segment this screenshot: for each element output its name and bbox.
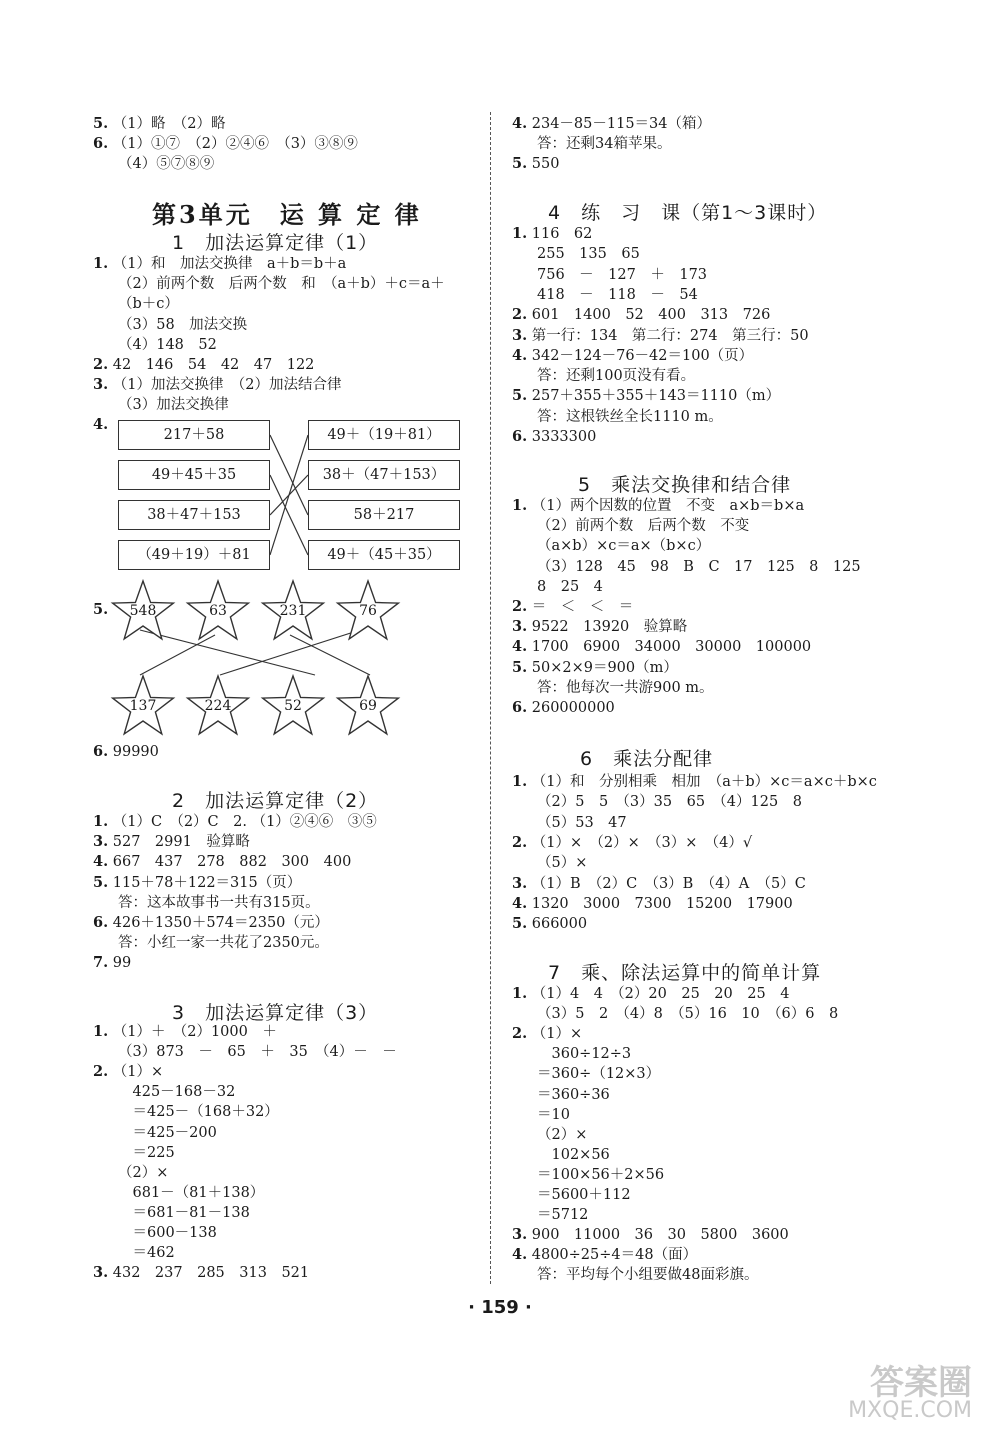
answer-line (118, 1203, 250, 1223)
answer-line (118, 1243, 175, 1263)
question-number: 6. (93, 135, 109, 152)
answer-line (512, 326, 809, 346)
question-number: 3. (93, 833, 109, 851)
answer-text: ＝425－200 (118, 1124, 217, 1141)
question-number: 7. (93, 954, 109, 972)
answer-line (93, 812, 377, 832)
answer-text: （3）873 － 65 ＋ 35 （4）－ － (118, 1044, 397, 1061)
question-number: 4. (512, 115, 528, 132)
section-title: 4 练 习 课（第1～3课时） (548, 202, 828, 224)
question-number: 2. (512, 833, 528, 851)
match-line (270, 475, 308, 555)
answer-text: ＝5712 (537, 1207, 589, 1224)
answer-text: （3）128 45 98 B C 17 125 8 125 (537, 558, 861, 575)
answer-line (93, 1263, 309, 1283)
answer-text: 第一行：134 第二行：274 第三行：50 (531, 327, 809, 344)
question-number: 2. (93, 356, 109, 373)
star-number: 63 (209, 603, 227, 619)
right-box: 58＋217 (308, 500, 460, 530)
question-number: 1. (512, 773, 528, 790)
section-title: 7 乘、除法运算中的简单计算 (548, 962, 822, 984)
answer-text: 8 25 4 (537, 578, 603, 595)
section-title: 6 乘法分配律 (580, 748, 714, 770)
answer-line (537, 407, 723, 427)
answer-text: （1）B （2）C （3）B （4）A （5）C (531, 875, 806, 892)
answer-text: （1）和 加法交换律 a＋b＝b＋a (112, 256, 347, 272)
answer-text: 答：这根铁丝全长1110 m。 (537, 408, 723, 425)
question-number: 3. (93, 376, 109, 394)
answer-text: 666000 (531, 916, 588, 933)
question-number: 4. (512, 346, 528, 364)
question-number: 6. (512, 428, 528, 445)
answer-line (537, 557, 861, 577)
answer-text: （2）前两个数 后两个数 和 （a＋b）＋c＝a＋ (118, 276, 445, 293)
answer-text: 527 2991 验算略 (112, 834, 250, 851)
match-line (270, 435, 308, 555)
answer-line (118, 1123, 217, 1143)
star (260, 577, 326, 643)
answer-line (537, 1265, 758, 1285)
q5-label: 5. (93, 601, 109, 618)
question-number: 2. (512, 306, 528, 324)
answer-line (537, 366, 695, 386)
question-number: 1. (93, 813, 109, 830)
answer-text: （1）两个因数的位置 不变 a×b＝b×a (531, 498, 805, 514)
answer-text: 1700 6900 34000 30000 100000 (531, 639, 812, 656)
answer-text: 42 146 54 42 47 122 (112, 357, 315, 373)
star (185, 577, 251, 643)
answer-line (512, 772, 877, 792)
answer-text: 99990 (112, 744, 159, 760)
answer-line (93, 1022, 277, 1042)
answer-text: 360÷12÷3 (537, 1046, 632, 1063)
left-box: 38＋47＋153 (118, 500, 270, 530)
answer-line (537, 1004, 838, 1024)
star-number: 137 (129, 698, 157, 714)
section-title: 1 加法运算定律（1） (172, 232, 379, 254)
star (335, 577, 401, 643)
answer-text: 答：还剩34箱苹果。 (537, 136, 672, 152)
answer-text: 102×56 (537, 1146, 610, 1163)
question-number: 1. (93, 1023, 109, 1040)
answer-line (537, 678, 714, 698)
answer-line (512, 874, 806, 894)
answer-text: （3）5 2 （4）8 （5）16 10 （6）6 8 (537, 1006, 839, 1023)
answer-text: 答：小红一家一共花了2350元。 (118, 935, 329, 952)
answer-text: （1）× (531, 1026, 583, 1043)
answer-line (93, 852, 351, 872)
answer-text: （1）× （2）× （3）× （4）√ (531, 834, 753, 851)
answer-text: （1）C （2）C 2. （1）②④⑥ ③⑤ (112, 814, 377, 830)
answer-text: 342－124－76－42＝100（页） (531, 347, 754, 364)
answer-text: 115＋78＋122＝315（页） (112, 874, 302, 891)
answer-text: ＝100×56＋2×56 (537, 1166, 665, 1183)
answer-text: 550 (531, 156, 560, 172)
answer-line (537, 265, 707, 285)
answer-line (93, 134, 358, 154)
answer-line (512, 154, 559, 174)
unit-title: 第3单元 运 算 定 律 (152, 200, 422, 229)
answer-text: 1320 3000 7300 15200 17900 (531, 895, 793, 912)
answer-line (118, 335, 217, 355)
answer-line (512, 894, 793, 914)
question-number: 1. (93, 255, 109, 272)
answer-line (118, 1163, 168, 1183)
answer-text: 99 (112, 955, 132, 972)
answer-line (118, 1042, 397, 1062)
answer-line (537, 1165, 664, 1185)
answer-line (93, 832, 250, 852)
answer-text: 756 － 127 ＋ 173 (537, 266, 708, 283)
answer-line (512, 597, 633, 617)
answer-text: （4）148 52 (118, 336, 217, 353)
left-box: （49＋19）＋81 (118, 540, 270, 570)
answer-text: 9522 13920 验算略 (531, 619, 688, 636)
answer-text: 418 － 118 － 54 (537, 286, 698, 303)
question-number: 4. (512, 1246, 528, 1264)
answer-text: 234－85－115＝34（箱） (531, 116, 712, 132)
answer-line (512, 427, 596, 447)
answer-line (537, 244, 640, 264)
answer-line (118, 1143, 175, 1163)
answer-line (512, 914, 587, 934)
answer-text: 255 135 65 (537, 246, 640, 263)
answer-line (537, 813, 627, 833)
answer-line (537, 134, 671, 154)
star-number: 231 (279, 603, 307, 619)
question-number: 1. (512, 497, 528, 514)
section-title: 2 加法运算定律（2） (172, 790, 379, 812)
answer-text: （1）× (112, 1064, 164, 1081)
answer-line (118, 274, 445, 294)
answer-line (93, 873, 301, 893)
star-number: 548 (129, 603, 157, 619)
answer-text: ＝225 (118, 1144, 175, 1161)
answer-text: （5）53 47 (537, 814, 627, 831)
answer-text: 900 11000 36 30 5800 3600 (531, 1227, 789, 1244)
answer-line (118, 1223, 217, 1243)
answer-text: （b＋c） (118, 296, 179, 313)
answer-line (93, 254, 346, 274)
section-title: 3 加法运算定律（3） (172, 1002, 379, 1024)
answer-line (537, 1105, 570, 1125)
question-number: 5. (93, 873, 109, 891)
answer-line (512, 617, 687, 637)
star (110, 672, 176, 738)
question-number: 3. (512, 618, 528, 636)
star (335, 672, 401, 738)
answer-line (537, 1044, 631, 1064)
answer-line (512, 496, 804, 516)
answer-line (512, 114, 711, 134)
answer-text: 答：还剩100页没有看。 (537, 368, 696, 385)
match-line (270, 435, 308, 515)
answer-text: 4800÷25÷4＝48（面） (531, 1247, 698, 1264)
answer-text: （1）＋ （2）1000 ＋ (112, 1024, 277, 1040)
star (110, 577, 176, 643)
answer-text: 116 62 (531, 226, 593, 242)
star (260, 672, 326, 738)
question-number: 3. (512, 1226, 528, 1244)
answer-line (118, 395, 229, 415)
star-number: 52 (284, 698, 302, 714)
answer-text: （2）前两个数 后两个数 不变 (537, 518, 750, 535)
question-number: 2. (512, 1025, 528, 1043)
answer-text: （1）和 分别相乘 相加 （a＋b）×c＝a×c＋b×c (531, 774, 877, 790)
answer-line (512, 637, 811, 657)
answer-text: 257＋355＋355＋143＝1110（m） (531, 388, 781, 405)
answer-text: 432 237 285 313 521 (112, 1265, 310, 1282)
answer-line (118, 1183, 264, 1203)
answer-text: （5）× (537, 855, 588, 872)
left-box: 49＋45＋35 (118, 460, 270, 490)
answer-text: ＝360÷（12×3） (537, 1066, 661, 1083)
answer-line (537, 1125, 587, 1145)
answer-text: （3）58 加法交换 (118, 316, 248, 333)
question-number: 3. (93, 1264, 109, 1282)
answer-text: （2）× (118, 1164, 169, 1181)
question-number: 6. (93, 914, 109, 931)
left-box: 217＋58 (118, 420, 270, 450)
answer-text: （1）4 4 （2）20 25 20 25 4 (531, 986, 790, 1002)
answer-line (537, 853, 587, 873)
question-number: 4. (93, 853, 109, 871)
answer-line (537, 1145, 610, 1165)
watermark-logo: 答案圈 (870, 1363, 972, 1403)
answer-line (537, 1205, 588, 1225)
column-divider (490, 112, 491, 1284)
answer-line (512, 698, 615, 718)
star (185, 672, 251, 738)
answer-line (512, 386, 780, 406)
answer-text: ＝462 (118, 1245, 175, 1262)
answer-line (512, 1225, 789, 1245)
answer-text: 3333300 (531, 429, 597, 445)
question-number: 2. (512, 598, 528, 615)
answer-text: 425－168－32 (118, 1084, 236, 1101)
answer-line (93, 375, 341, 395)
answer-line (537, 792, 802, 812)
answer-line (118, 1102, 279, 1122)
answer-line (512, 1245, 697, 1265)
right-box: 38＋（47＋153） (308, 460, 460, 490)
answer-text: 50×2×9＝900（m） (531, 659, 678, 676)
answer-line (537, 516, 749, 536)
answer-text: （1）加法交换律 （2）加法结合律 (112, 377, 342, 394)
answer-text: 667 437 278 882 300 400 (112, 854, 352, 871)
question-number: 3. (512, 326, 528, 344)
answer-line (537, 1064, 660, 1084)
answer-line (512, 658, 678, 678)
answer-text: 681－（81＋138） (118, 1184, 265, 1201)
answer-text: 426＋1350＋574＝2350（元） (112, 915, 329, 931)
answer-line (93, 913, 329, 933)
answer-line (512, 346, 753, 366)
answer-text: ＝425－（168＋32） (118, 1104, 279, 1121)
answer-line (118, 294, 179, 314)
answer-line (512, 833, 752, 853)
star-number: 76 (359, 603, 377, 619)
question-number: 6. (512, 699, 528, 716)
answer-text: 答：这本故事书一共有315页。 (118, 894, 320, 911)
answer-line (512, 984, 789, 1004)
answer-text: ＝ ＜ ＜ ＝ (531, 599, 634, 615)
answer-line (512, 224, 592, 244)
answer-line (537, 577, 603, 597)
answer-line (118, 893, 320, 913)
answer-text: （1）略 （2）略 (112, 116, 226, 132)
question-number: 5. (512, 658, 528, 676)
question-number: 5. (512, 155, 528, 172)
answer-line (93, 114, 225, 134)
answer-text: 答：平均每个小组要做48面彩旗。 (537, 1267, 759, 1284)
answer-text: （4）⑤⑦⑧⑨ (118, 156, 215, 172)
answer-line (93, 742, 159, 762)
section-title: 5 乘法交换律和结合律 (578, 474, 792, 496)
answer-text: ＝5600＋112 (537, 1187, 631, 1203)
answer-line (537, 536, 710, 556)
question-number: 5. (512, 387, 528, 405)
question-number: 2. (93, 1063, 109, 1081)
matching-lines (270, 420, 308, 570)
question-number: 4. (512, 894, 528, 912)
answer-line (93, 1062, 163, 1082)
answer-line (118, 1082, 235, 1102)
question-number: 1. (512, 985, 528, 1002)
answer-line (93, 953, 131, 973)
page-number: · 159 · (468, 1297, 532, 1318)
question-number: 5. (512, 915, 528, 933)
question-number: 5. (93, 115, 109, 132)
question-number: 1. (512, 225, 528, 242)
right-box: 49＋（45＋35） (308, 540, 460, 570)
answer-text: （2）× (537, 1126, 588, 1143)
right-box: 49＋（19＋81） (308, 420, 460, 450)
star-number: 69 (359, 698, 377, 714)
answer-text: 260000000 (531, 700, 615, 716)
answer-text: ＝681－81－138 (118, 1204, 250, 1221)
answer-line (118, 933, 329, 953)
answer-text: （1）①⑦ （2）②④⑥ （3）③⑧⑨ (112, 136, 358, 152)
answer-line (512, 1024, 582, 1044)
answer-line (512, 305, 770, 325)
answer-text: （a×b）×c＝a×（b×c） (537, 538, 711, 555)
answer-text: 601 1400 52 400 313 726 (531, 307, 771, 324)
answer-text: ＝360÷36 (537, 1086, 610, 1103)
question-number: 6. (93, 743, 109, 760)
answer-line (537, 1185, 631, 1205)
question-number: 3. (512, 874, 528, 892)
answer-line (93, 355, 314, 375)
answer-text: （3）加法交换律 (118, 397, 229, 414)
watermark-url: MXQE.COM (848, 1398, 972, 1423)
answer-text: 答：他每次一共游900 m。 (537, 679, 714, 696)
q4-label: 4. (93, 416, 109, 433)
answer-line (537, 1085, 610, 1105)
answer-line (537, 285, 698, 305)
answer-line (118, 315, 247, 335)
star-number: 224 (204, 698, 232, 714)
answer-text: ＝600－138 (118, 1225, 217, 1241)
question-number: 4. (512, 638, 528, 656)
answer-text: （2）5 5 （3）35 65 （4）125 8 (537, 794, 802, 811)
answer-line (118, 154, 214, 174)
answer-text: ＝10 (537, 1106, 570, 1123)
